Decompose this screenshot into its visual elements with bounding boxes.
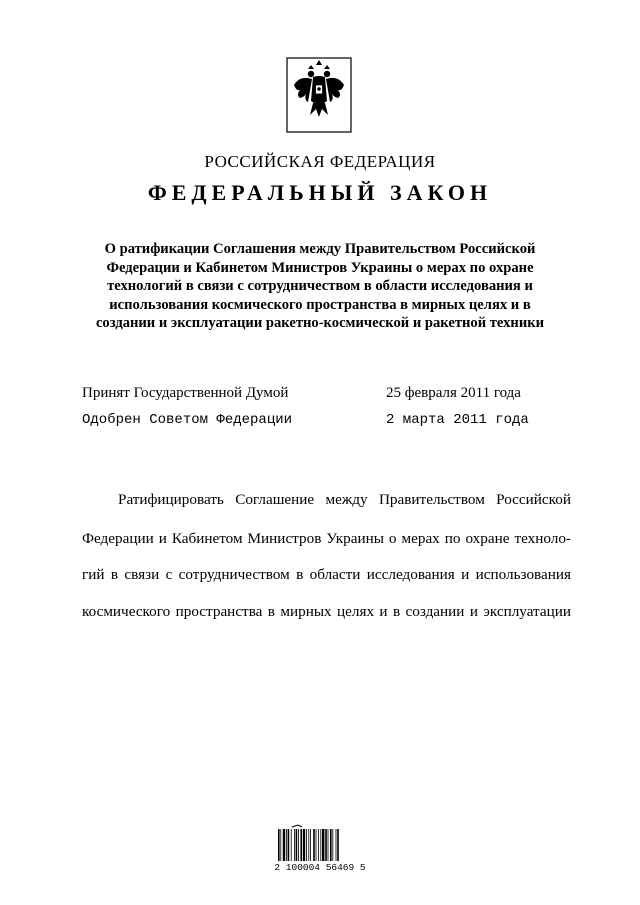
barcode-bar: [288, 829, 290, 861]
barcode-bar: [291, 829, 292, 861]
law-title: [82, 240, 558, 333]
barcode-bar: [316, 829, 317, 861]
barcode-bar: [300, 829, 302, 861]
barcode-icon: [276, 823, 362, 863]
barcode-bar: [322, 829, 324, 861]
body-line: Ратифицировать Соглашение между Правительством Российской: [118, 491, 571, 508]
barcode-bar: [325, 829, 327, 861]
barcode-bar: [310, 829, 311, 861]
barcode-bar: [294, 829, 295, 861]
duma-adoption-row: [82, 385, 552, 405]
council-label: Одобрен Советом Федерации: [82, 412, 293, 428]
body-line: гий в связи с сотрудничеством в области исследования и использования: [82, 566, 571, 583]
barcode-bar: [308, 829, 309, 861]
barcode-bar: [320, 829, 321, 861]
council-date: 2 марта 2011 года: [386, 412, 529, 428]
barcode-bar: [306, 829, 307, 861]
barcode-bar: [330, 829, 332, 861]
barcode-bar: [337, 829, 339, 861]
law-title-line: Федерации и Кабинетом Министров Украины о мерах по охране: [106, 259, 534, 276]
duma-label: Принят Государственной Думой: [82, 385, 289, 401]
barcode-bar: [328, 829, 329, 861]
coat-of-arms-icon: [286, 57, 352, 133]
country-heading: РОССИЙСКАЯ ФЕДЕРАЦИЯ: [204, 152, 436, 171]
barcode-mark: [292, 825, 302, 827]
body-line: Федерации и Кабинетом Министров Украины о мерах по охране техноло-: [82, 530, 571, 547]
barcode-bar: [303, 829, 305, 861]
document-type-heading: ФЕДЕРАЛЬНЫЙ ЗАКОН: [147, 180, 493, 205]
barcode-bar: [318, 829, 319, 861]
barcode-bar: [336, 829, 337, 861]
barcode-bar: [280, 829, 281, 861]
barcode-bar: [286, 829, 287, 861]
barcode-bar: [313, 829, 315, 861]
law-title-line: технологий в связи с сотрудничеством в области исследования и: [107, 278, 533, 294]
duma-date: 25 февраля 2011 года: [386, 385, 521, 401]
law-title-line: использования космического пространства в мирных целях и в: [109, 296, 531, 313]
council-approval-row: [82, 412, 552, 432]
barcode-number: 2 100004 56469 5: [274, 862, 366, 873]
law-title-line: О ратификации Соглашения между Правительством Российской: [104, 241, 536, 257]
body-line: космического пространства в мирных целях и в создании и эксплуатации: [82, 603, 571, 620]
barcode-bar: [296, 829, 298, 861]
barcode-bar: [332, 829, 333, 861]
barcode-bar: [278, 829, 280, 861]
barcode-bar: [283, 829, 285, 861]
barcode-bar: [298, 829, 299, 861]
law-title-line: создании и эксплуатации ракетно-космической и ракетной техники: [95, 315, 545, 331]
